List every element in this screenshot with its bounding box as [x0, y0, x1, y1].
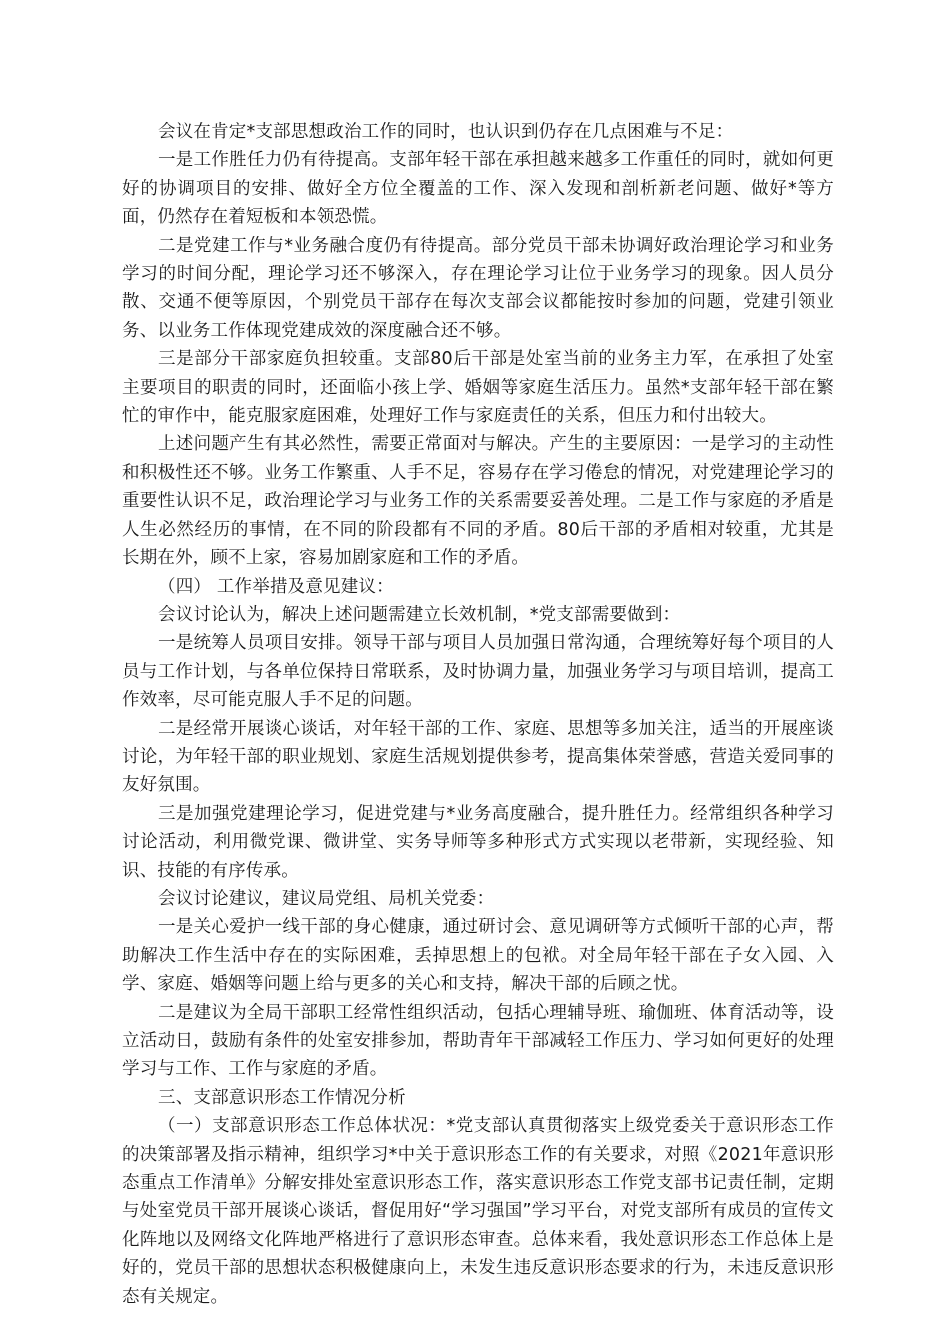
- problem-2-paragraph: 二是党建工作与*业务融合度仍有待提高。部分党员干部未协调好政治理论学习和业务学习的时间分配，理论学习还不够深入，存在理论学习让位于业务学习的现象。因人员分散、交通不便等原因，个别党员干部存在每次支部会议都能按时参加的问题，党建引领业务、以业务工作体现党建成效的深度融合还不够。: [122, 235, 834, 341]
- cause-analysis-paragraph: 上述问题产生有其必然性，需要正常面对与解决。产生的主要原因：一是学习的主动性和积极性还不够。业务工作繁重、人手不足，容易存在学习倦怠的情况，对党建理论学习的重要性认识不足，政治理论学习与业务工作的关系需要妥善处理。二是工作与家庭的矛盾是人生必然经历的事情，在不同的阶段都有不同的矛盾。80后干部的矛盾相对较重，尤其是长期在外，顾不上家，容易加剧家庭和工作的矛盾。: [122, 434, 834, 569]
- measure-2-paragraph: 二是经常开展谈心谈话，对年轻干部的工作、家庭、思想等多加关注，适当的开展座谈讨论，为年轻干部的职业规划、家庭生活规划提供参考，提高集体荣誉感，营造关爱同事的友好氛围。: [122, 718, 834, 796]
- suggestion-1-paragraph: 一是关心爱护一线干部的身心健康，通过研讨会、意见调研等方式倾听干部的心声，帮助解决工作生活中存在的实际困难，丢掉思想上的包袱。对全局年轻干部在子女入园、入学、家庭、婚姻等问题上给与更多的关心和支持，解决干部的后顾之忧。: [122, 917, 834, 995]
- measure-3-paragraph: 三是加强党建理论学习，促进党建与*业务高度融合，提升胜任力。经常组织各种学习讨论活动，利用微党课、微讲堂、实务导师等多种形式方式实现以老带新，实现经验、知识、技能的有序传承。: [122, 803, 834, 881]
- section-heading-measures: （四） 工作举措及意见建议：: [158, 576, 394, 597]
- document-page: [122, 118, 834, 1311]
- problem-3-paragraph: 三是部分干部家庭负担较重。支部80后干部是处室当前的业务主力军，在承担了处室主要项目的职责的同时，还面临小孩上学、婚姻等家庭生活压力。虽然*支部年轻干部在繁忙的审作中，能克服家庭困难，处理好工作与家庭责任的关系，但压力和付出较大。: [122, 349, 834, 427]
- problem-1-paragraph: 一是工作胜任力仍有待提高。支部年轻干部在承担越来越多工作重任的同时，就如何更好的协调项目的安排、做好全方位全覆盖的工作、深入发现和剖析新老问题、做好*等方面，仍然存在着短板和本领恐慌。: [122, 150, 834, 228]
- suggestions-intro-paragraph: 会议讨论建议，建议局党组、局机关党委：: [158, 888, 495, 909]
- intro-paragraph: 会议在肯定*支部思想政治工作的同时，也认识到仍存在几点困难与不足：: [158, 122, 734, 142]
- suggestion-2-paragraph: 二是建议为全局干部职工经常性组织活动，包括心理辅导班、瑜伽班、体育活动等，设立活动日，鼓励有条件的处室安排参加，帮助青年干部减轻工作压力、学习如何更好的处理学习与工作、工作与家庭的矛盾。: [122, 1002, 834, 1080]
- section-heading-ideology: 三、支部意识形态工作情况分析: [158, 1087, 406, 1108]
- measure-1-paragraph: 一是统筹人员项目安排。领导干部与项目人员加强日常沟通，合理统筹好每个项目的人员与工作计划，与各单位保持日常联系，及时协调力量，加强业务学习与项目培训，提高工作效率，尽可能克服人手不足的问题。: [122, 633, 834, 711]
- ideology-overview-paragraph: （一）支部意识形态工作总体状况：*党支部认真贯彻落实上级党委关于意识形态工作的决策部署及指示精神，组织学习*中关于意识形态工作的有关要求，对照《2021年意识形态重点工作清单》分解安排处室意识形态工作，落实意识形态工作党支部书记责任制，定期与处室党员干部开展谈心谈话，督促用好“学习强国”学习平台，对党支部所有成员的宣传文化阵地以及网络文化阵地严格进行了意识形态审查。总体来看，我处意识形态工作总体上是好的，党员干部的思想状态积极健康向上，未发生违反意识形态要求的行为，未违反意识形态有关规定。: [122, 1116, 834, 1307]
- measures-intro-paragraph: 会议讨论认为，解决上述问题需建立长效机制，*党支部需要做到：: [158, 604, 681, 625]
